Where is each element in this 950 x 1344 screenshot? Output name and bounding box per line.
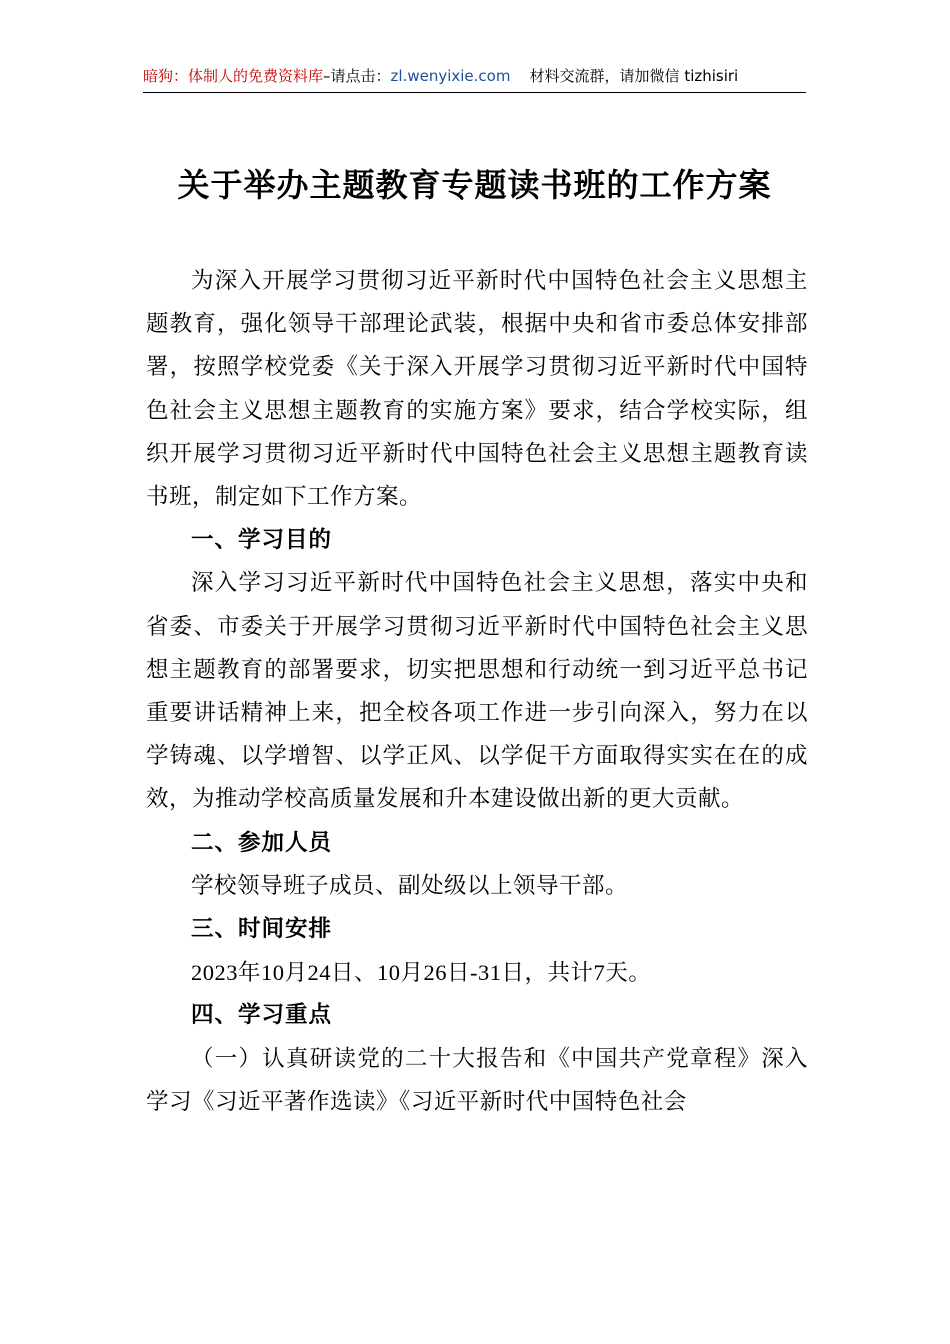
document-body [146,260,808,1124]
section-heading-focus: 四、学习重点 [191,1002,333,1029]
header-wechat-note: 材料交流群，请加微信 tizhisiri [529,67,739,85]
header-site-name: 暗狗：体制人的免费资料库 [143,67,324,85]
page-header [143,60,806,93]
section-text-purpose: 深入学习习近平新时代中国特色社会主义思想，落实中央和省委、市委关于开展学习贯彻习近平新时代中国特色社会主义思想主题教育的部署要求，切实把思想和行动统一到习近平总书记重要讲话精神上来，把全校各项工作进一步引向深入，努力在以学铸魂、以学增智、以学正风、以学促干方面取得实实在在的成效，为推动学校高质量发展和升本建设做出新的更大贡献。 [146,570,808,813]
document-title: 关于举办主题教育专题读书班的工作方案 [177,166,772,204]
header-click-prompt: –请点击： [323,67,391,85]
section-text-participants: 学校领导班子成员、副处级以上领导干部。 [191,872,629,899]
section-text-schedule: 2023年10月24日、10月26日-31日，共计7天。 [191,960,652,986]
section-heading-schedule: 三、时间安排 [191,916,333,943]
section-heading-participants: 二、参加人员 [191,829,333,856]
header-url-link[interactable]: zl.wenyixie.com [390,67,511,85]
section-heading-purpose: 一、学习目的 [191,527,333,554]
section-text-focus: （一）认真研读党的二十大报告和《中国共产党章程》深入学习《习近平著作选读》《习近平新时代中国特色社会 [146,1045,808,1115]
intro-paragraph: 为深入开展学习贯彻习近平新时代中国特色社会主义思想主题教育，强化领导干部理论武装，根据中央和省市委总体安排部署，按照学校党委《关于深入开展学习贯彻习近平新时代中国特色社会主义思想主题教育的实施方案》要求，结合学校实际，组织开展学习贯彻习近平新时代中国特色社会主义思想主题教育读书班，制定如下工作方案。 [146,268,808,511]
